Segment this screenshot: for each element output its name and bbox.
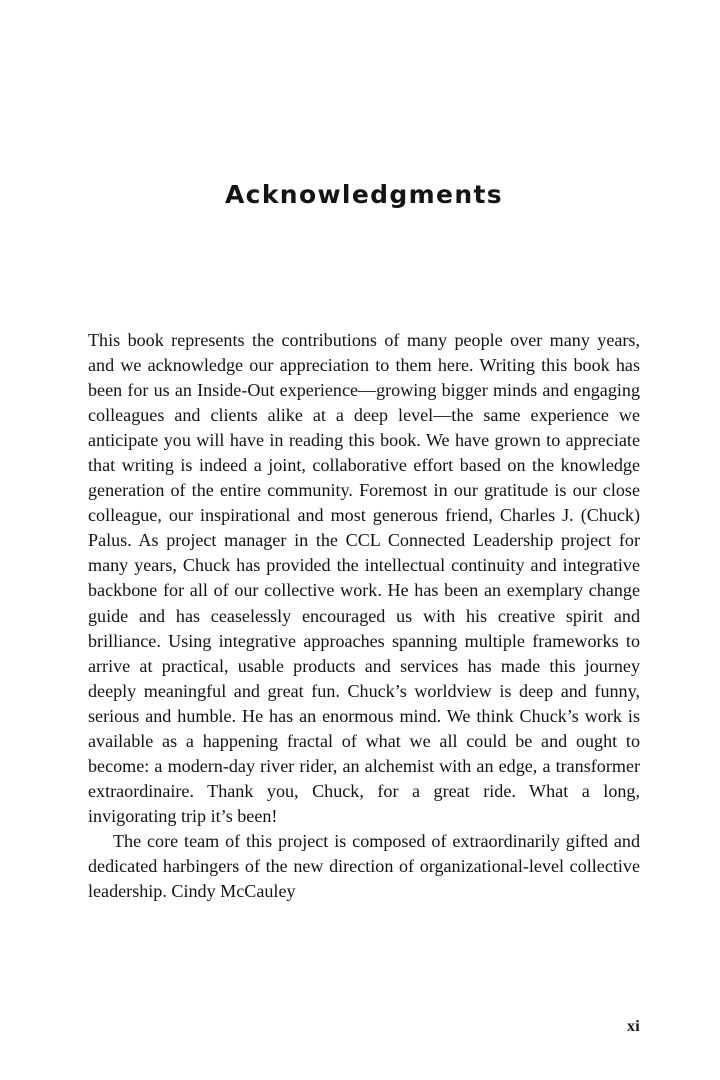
body-paragraph-1: This book represents the contributions of many people over many years, and we acknowledge our appreciation to them here. Writing this book has been for us an Inside-Out experience—growing bigger minds and engaging colleagues and clients alike at a deep level—the same experience we anticipate you will have in reading this book. We have grown to appreciate that writing is indeed a joint, collaborative effort based on the knowledge generation of the entire community. Foremost in our gratitude is our close colleague, our inspirational and most generous friend, Charles J. (Chuck) Palus. As project manager in the CCL Connected Leadership project for many years, Chuck has provided the intellectual continuity and integrative backbone for all of our collective work. He has been an exemplary change guide and has ceaselessly encouraged us with his creative spirit and brilliance. Using integrative approaches spanning multiple frameworks to arrive at practical, usable products and services has made this journey deeply meaningful and great fun. Chuck’s worldview is deep and funny, serious and humble. He has an enormous mind. We think Chuck’s work is available as a happening fractal of what we all could be and ought to become: a modern-day river rider, an alchemist with an edge, a transformer extraordinaire. Thank you, Chuck, for a great ride. What a long, invigorating trip it’s been! [88, 330, 640, 826]
page-title: Acknowledgments [224, 179, 504, 209]
body-text-block [88, 328, 640, 904]
page-number: xi [626, 1018, 640, 1035]
body-paragraph-2: The core team of this project is composed of extraordinarily gifted and dedicated harbingers of the new direction of organizational-level collective leadership. Cindy McCauley [88, 830, 640, 902]
